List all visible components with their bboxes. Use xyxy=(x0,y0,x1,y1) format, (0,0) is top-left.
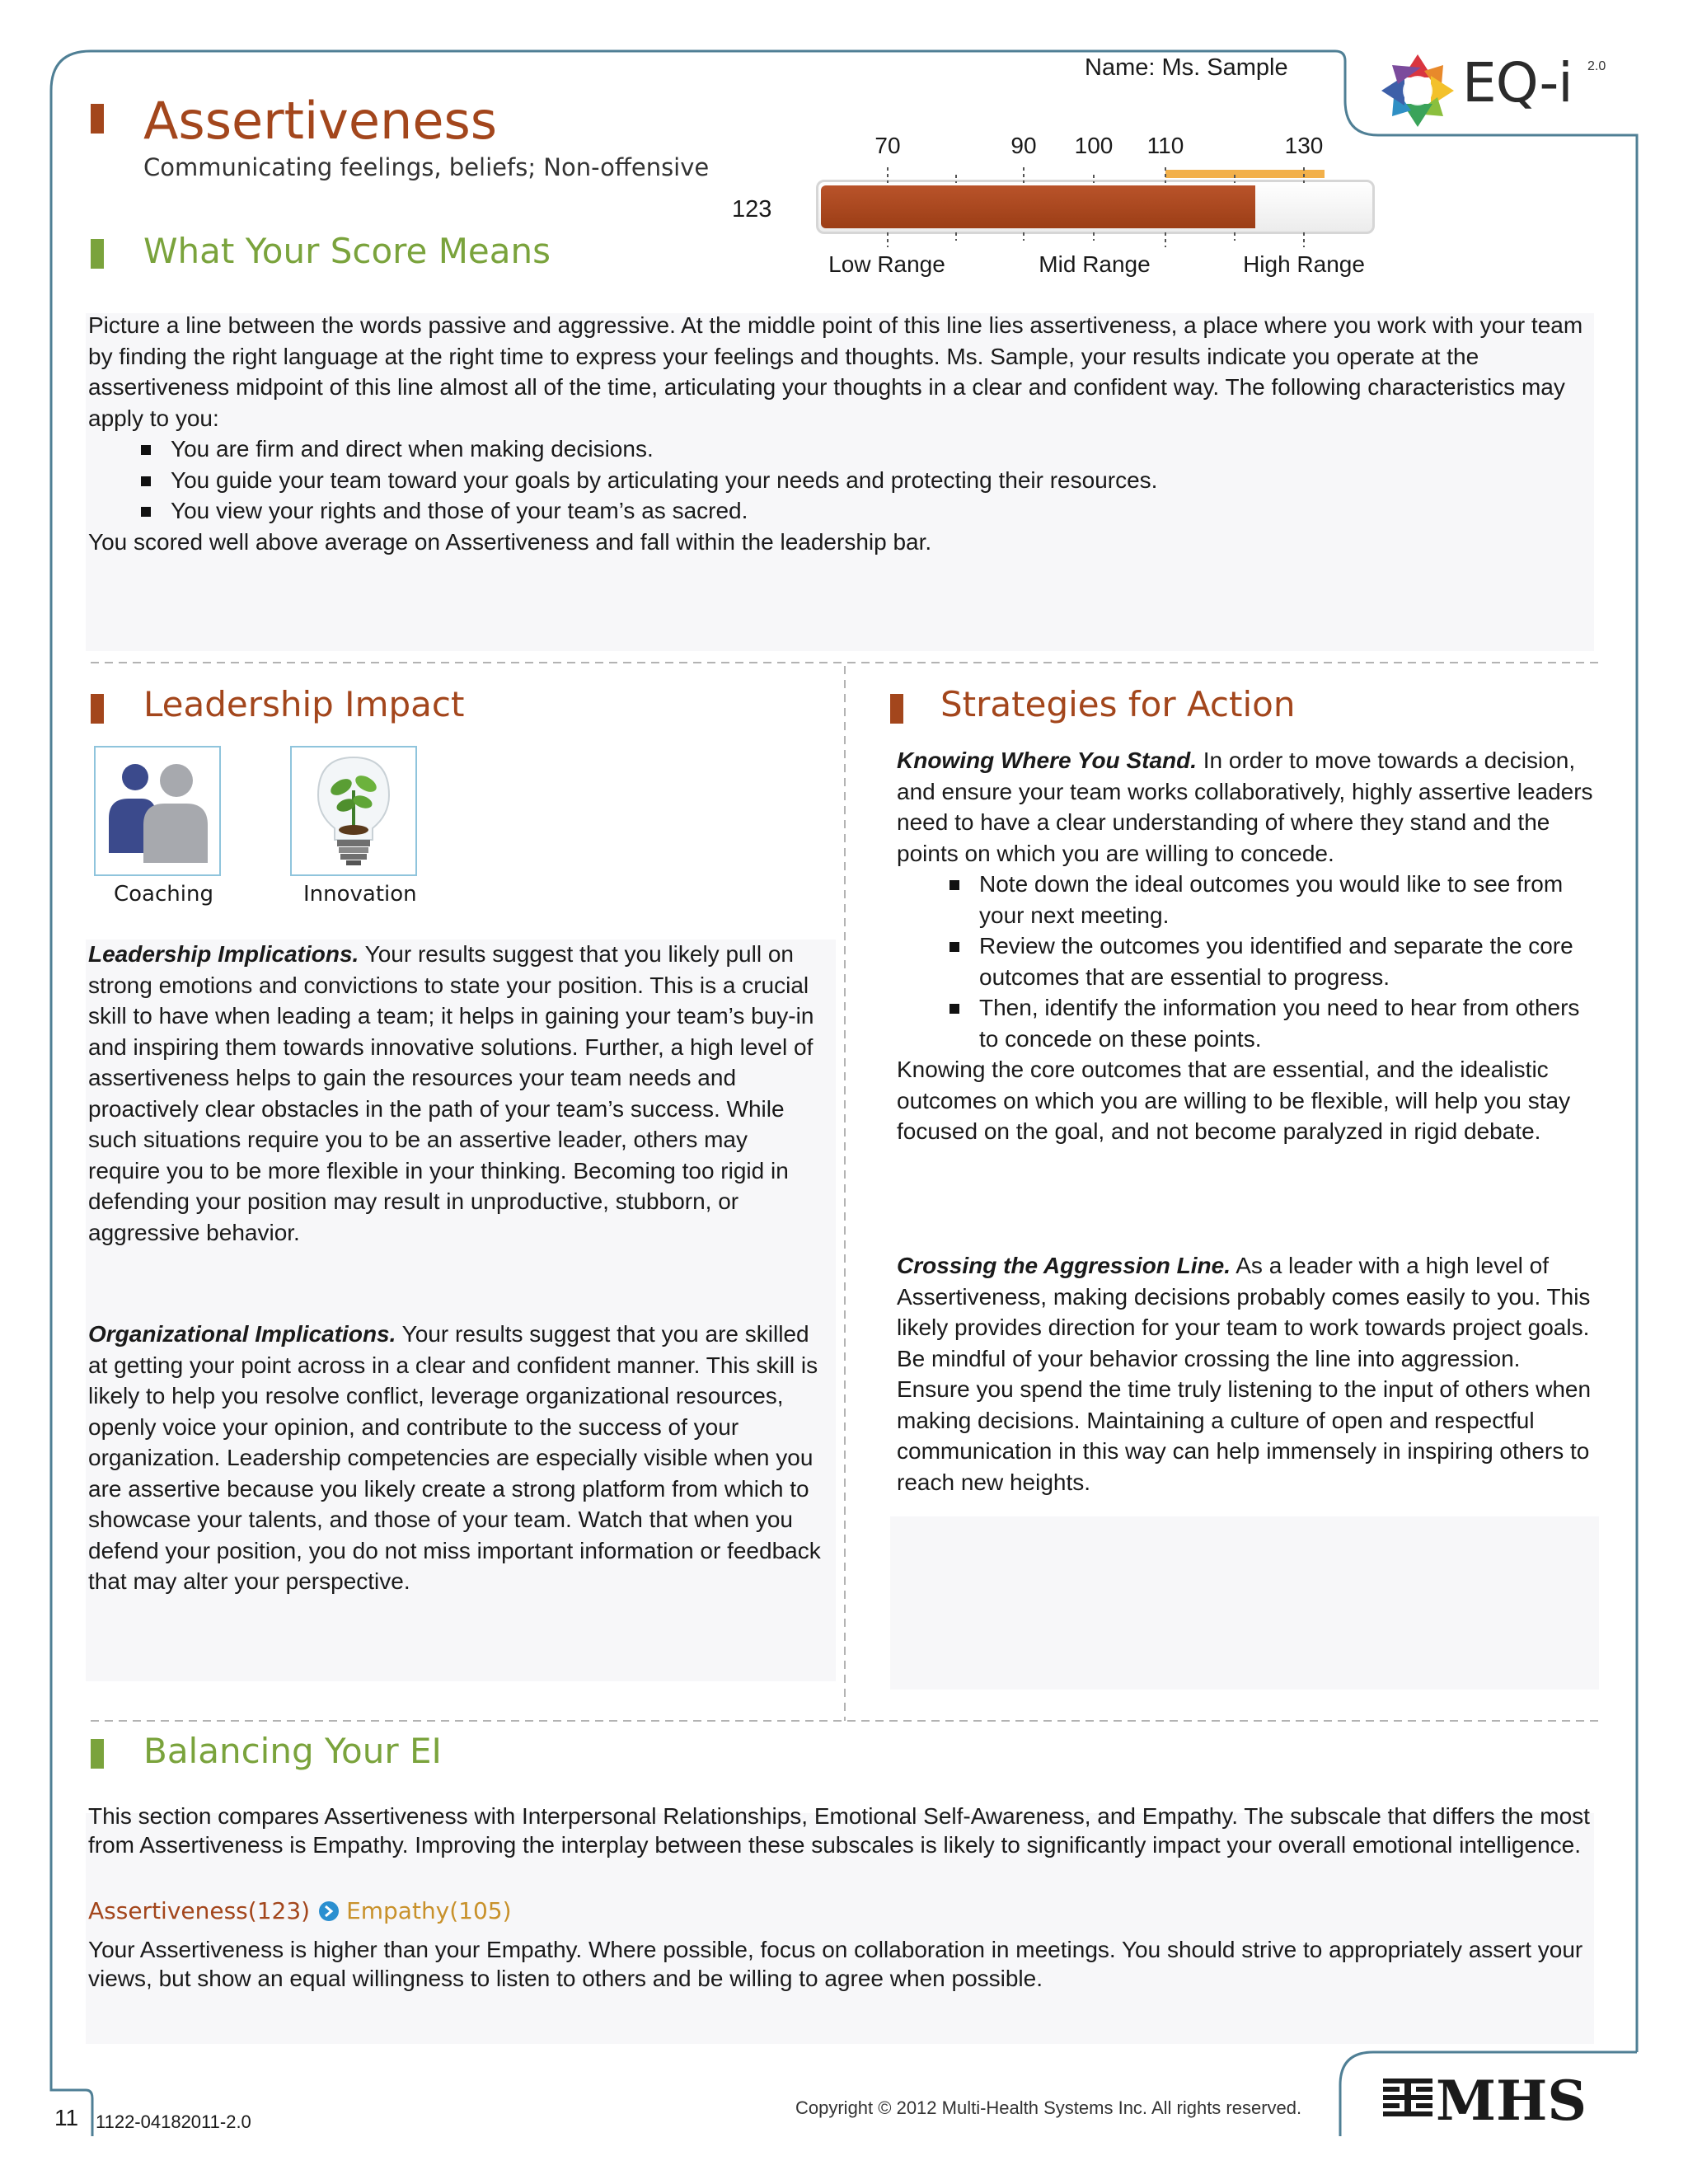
page-subtitle: Communicating feelings, beliefs; Non-offensive xyxy=(143,153,710,181)
range-label: Mid Range xyxy=(1039,251,1151,277)
strategy-knowing-closing: Knowing the core outcomes that are essential, and the idealistic outcomes on which you are willing to be flexible, will help you stay focused on the goal, and not become paralyzed in rigid debate. xyxy=(897,1057,1571,1144)
strategies-panel xyxy=(890,1516,1599,1690)
balancing-heading: Balancing Your EI xyxy=(143,1731,442,1771)
arrow-right-icon xyxy=(316,1899,341,1924)
balancing-intro: This section compares Assertiveness with Interpersonal Relationships, Emotional Self-Awareness, and Empathy. The subscale that differs the most from Assertiveness is Empathy. Improving the interplay between these subscales is likely to significantly impact your overall emotional intelligence. xyxy=(88,1803,1590,1858)
score-means-closing: You scored well above average on Assertiveness and fall within the leadership bar. xyxy=(88,528,932,555)
strategy-aggression-text: As a leader with a high level of Assertiveness, making decisions probably comes easily to you. This likely provides direction for your team to work towards project goals. Be mindful of your behavior crossing the line into aggression. Ensure you spend the time truly listening to the input of others when making decisions. Maintaining a culture of open and respectful communication in this way can help immensely in inspiring others to reach new heights. xyxy=(897,1253,1592,1495)
list-item: You view your rights and those of your team’s as sacred. xyxy=(171,495,1605,527)
list-item: Review the outcomes you identified and separate the core outcomes that are essential to progress. xyxy=(979,930,1593,992)
balancing-text: Your Assertiveness is higher than your Empathy. Where possible, focus on collaboration in meetings. You should strive to appropriately assert your views, but show an equal willingness to listen to others and be willing to agree when possible. xyxy=(88,1937,1583,1991)
strategy-knowing xyxy=(897,745,1593,1147)
copyright: Copyright © 2012 Multi-Health Systems Inc. All rights reserved. xyxy=(795,2097,1302,2118)
innovation-icon xyxy=(292,748,415,874)
mhs-logo xyxy=(1381,2069,1587,2133)
eqi-logo-version: 2.0 xyxy=(1587,59,1606,73)
score-means-heading: What Your Score Means xyxy=(143,231,551,271)
icon-label: Innovation xyxy=(303,882,417,907)
tick-label: 100 xyxy=(1074,133,1114,158)
list-item: You guide your team toward your goals by articulating your needs and protecting their resources. xyxy=(171,465,1605,496)
list-item: Note down the ideal outcomes you would like to see from your next meeting. xyxy=(979,869,1593,930)
mhs-logo-icon xyxy=(1381,2075,1434,2126)
eqi-logo-text: EQ-i xyxy=(1462,51,1573,115)
list-item: You are firm and direct when making decisions. xyxy=(171,434,1605,465)
strategy-knowing-bullets xyxy=(897,869,1593,1054)
tick-label: 130 xyxy=(1284,133,1324,158)
leadership-implications-lead: Leadership Implications. xyxy=(88,941,359,967)
tick-label: 90 xyxy=(1010,133,1037,158)
score-means-bullets xyxy=(88,434,1605,527)
document-code: 1122-04182011-2.0 xyxy=(96,2111,251,2132)
organizational-implications-text: Your results suggest that you are skilled at getting your point across in a clear and confident manner. This skill is likely to help you resolve conflict, leverage organizational resources, openly voice your opinion, and contribute to the success of your organization. Leadership competencies are especially visible when you are assertive because you likely create a strong platform from which to showcase your talents, and those of your team. Watch that when you defend your position, you do not miss important information or feedback that may alter your perspective. xyxy=(88,1321,821,1594)
tick-label: 110 xyxy=(1146,133,1184,158)
strategy-aggression xyxy=(897,1250,1593,1497)
score-value: 123 xyxy=(732,196,772,223)
heading-marker xyxy=(91,239,104,269)
innovation-icon-box xyxy=(290,746,417,876)
icon-label: Coaching xyxy=(114,882,213,907)
range-label: Low Range xyxy=(828,251,945,277)
leadership-implications-text: Your results suggest that you likely pull on strong emotions and convictions to state your position. This is a crucial skill to have when leading a team; it helps in gaining your team’s buy-in and inspiring them towards innovative solutions. Further, a high level of assertiveness helps to gain the resources your team needs and proactively clear obstacles in the path of your team’s success. While such situations require you to be an assertive leader, others may require you to be more flexible in your thinking. Becoming too rigid in defending your position may result in unproductive, stubborn, or aggressive behavior. xyxy=(88,941,814,1245)
strategy-knowing-lead: Knowing Where You Stand. xyxy=(897,748,1197,773)
strategy-aggression-lead: Crossing the Aggression Line. xyxy=(897,1253,1231,1278)
score-means-intro: Picture a line between the words passive and aggressive. At the middle point of this line lies assertiveness, a place where you work with your team by finding the right language at the right time to express your feelings and thoughts. Ms. Sample, your results indicate you operate at the assertiveness midpoint of this line almost all of the time, articulating your thoughts in a clear and confident way. The following characteristics may apply to you: xyxy=(88,312,1583,431)
heading-marker xyxy=(91,1739,104,1769)
mhs-logo-text: MHS xyxy=(1436,2069,1587,2133)
strategies-heading: Strategies for Action xyxy=(940,684,1296,724)
page-number: 11 xyxy=(54,2105,79,2130)
balancing-comparison xyxy=(88,1897,512,1924)
organizational-implications xyxy=(88,1319,824,1597)
coaching-icon xyxy=(96,748,219,874)
leadership-implications xyxy=(88,939,824,1248)
strategy-knowing-text: In order to move towards a decision, and ensure your team works collaboratively, highly assertive leaders need to have a clear understanding of where they stand and the points on which you are willing to concede. xyxy=(897,748,1593,866)
tick-label: 70 xyxy=(874,133,901,158)
participant-name: Name: Ms. Sample xyxy=(1085,54,1288,81)
empathy-score-label: Empathy(105) xyxy=(346,1897,512,1924)
leadership-impact-heading: Leadership Impact xyxy=(143,684,465,724)
score-means-body xyxy=(88,310,1605,557)
assertiveness-score-label: Assertiveness(123) xyxy=(88,1897,311,1924)
heading-marker xyxy=(890,694,903,724)
coaching-icon-box xyxy=(94,746,221,876)
list-item: Then, identify the information you need to hear from others to concede on these points. xyxy=(979,992,1593,1054)
organizational-implications-lead: Organizational Implications. xyxy=(88,1321,396,1347)
range-label: High Range xyxy=(1243,251,1365,277)
page-title: Assertiveness xyxy=(143,91,498,151)
heading-marker xyxy=(91,694,104,724)
